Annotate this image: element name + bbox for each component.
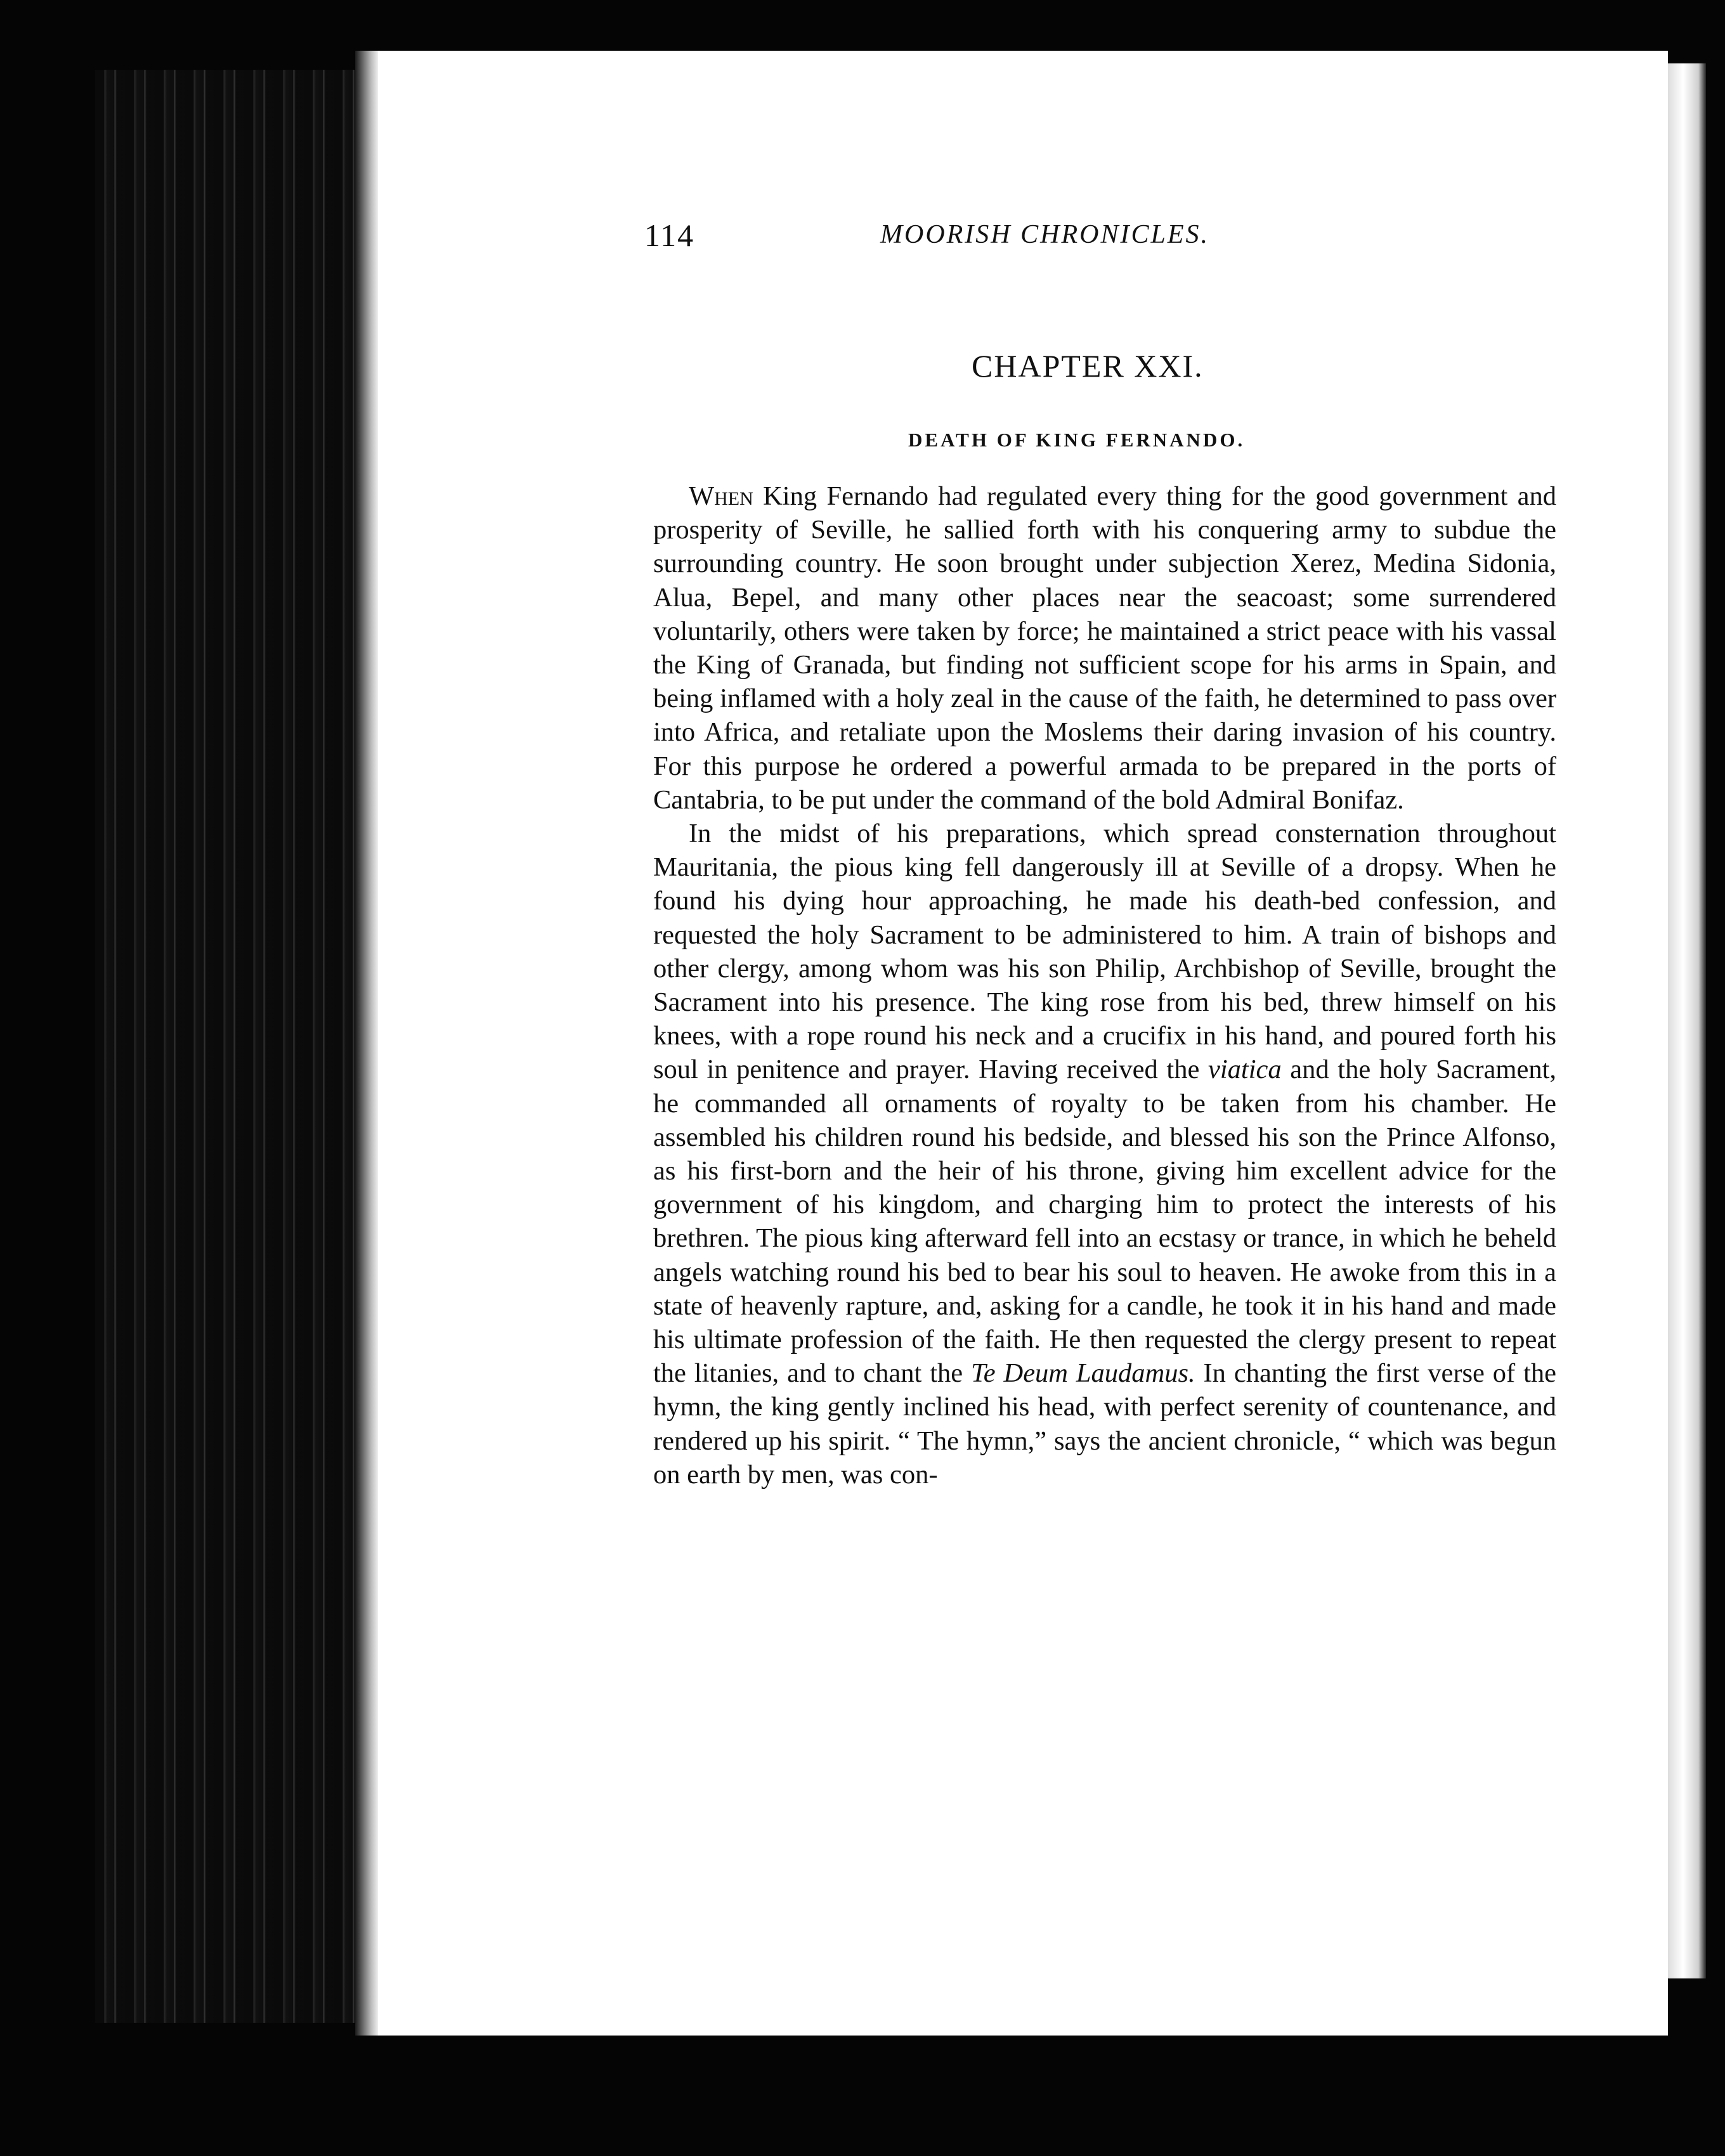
chapter-title: CHAPTER XXI. [972, 348, 1204, 384]
paragraph-2-part-3: In chanting the first verse of the hymn, the king gently inclined his head, with perfect serenity of countenance, and rendered up his spirit. “ The hymn,” says the ancient chronicle, “ which was begun on earth by men, was con- [653, 1358, 1556, 1490]
paragraph-1-text: King Fernando had regulated every thing for the good government and prosperity of Seville, he sallied forth with his conquering army to subdue the surrounding country. He soon brought under subjection Xerez, Medina Sidonia, Alua, Bepel, and many other places near the seacoast; some surrendered voluntarily, others were taken by force; he maintained a strict peace with his vassal the King of Granada, but finding not sufficient scope for his arms in Spain, and being inflamed with a holy zeal in the cause of the faith, he determined to pass over into Africa, and retaliate upon the Moslems their daring invasion of his country. For this purpose he ordered a powerful armada to be prepared in the ports of Cantabria, to be put under the command of the bold Admiral Bonifaz. [653, 481, 1556, 815]
next-page-edge [1668, 63, 1706, 1978]
paragraph-2-italic-te-deum: Te Deum Laudamus. [971, 1358, 1195, 1389]
page-number: 114 [644, 218, 695, 253]
paragraph-2-part-2: and the holy Sacrament, he commanded all ornaments of royalty to be taken from his chamber. He assembled his children round his bedside, and blessed his son the Prince Alfonso, as his first-born and the heir of his throne, giving him excellent advice for the government of his kingdom, and charging him to protect the interests of his brethren. The pious king afterward fell into an ecstasy or trance, in which he beheld angels watching round his bed to bear his soul to heaven. He awoke from this in a state of heavenly rapture, and, asking for a candle, he took it in his hand and made his ultimate profession of the faith. He then requested the clergy present to repeat the litanies, and to chant the [653, 1055, 1557, 1389]
paragraph-2 [653, 817, 1556, 1491]
paragraph-1-lead-word: When [689, 481, 753, 511]
paragraph-2-part-1: In the midst of his preparations, which spread consternation throughout Mauritania, the pious king fell dangerously ill at Seville of a dropsy. When he found his dying hour approaching, he made his death-bed confession, and requested the holy Sacrament to be administered to him. A train of bishops and other clergy, among whom was his son Philip, Archbishop of Seville, brought the Sacrament into his presence. The king rose from his bed, threw himself on his knees, with a rope round his neck and a crucifix in his hand, and poured forth his soul in penitence and prayer. Having received the [653, 819, 1556, 1085]
book-binding-edge [95, 70, 361, 2023]
page-header [644, 217, 1684, 268]
body-text [653, 479, 1556, 1491]
book-page [378, 51, 1668, 2036]
page-gutter [355, 51, 378, 2036]
running-title: MOORISH CHRONICLES. [880, 220, 1209, 249]
paragraph-1 [653, 479, 1556, 817]
chapter-subtitle: DEATH OF KING FERNANDO. [908, 429, 1246, 451]
paragraph-2-italic-viatica: viatica [1208, 1055, 1282, 1085]
